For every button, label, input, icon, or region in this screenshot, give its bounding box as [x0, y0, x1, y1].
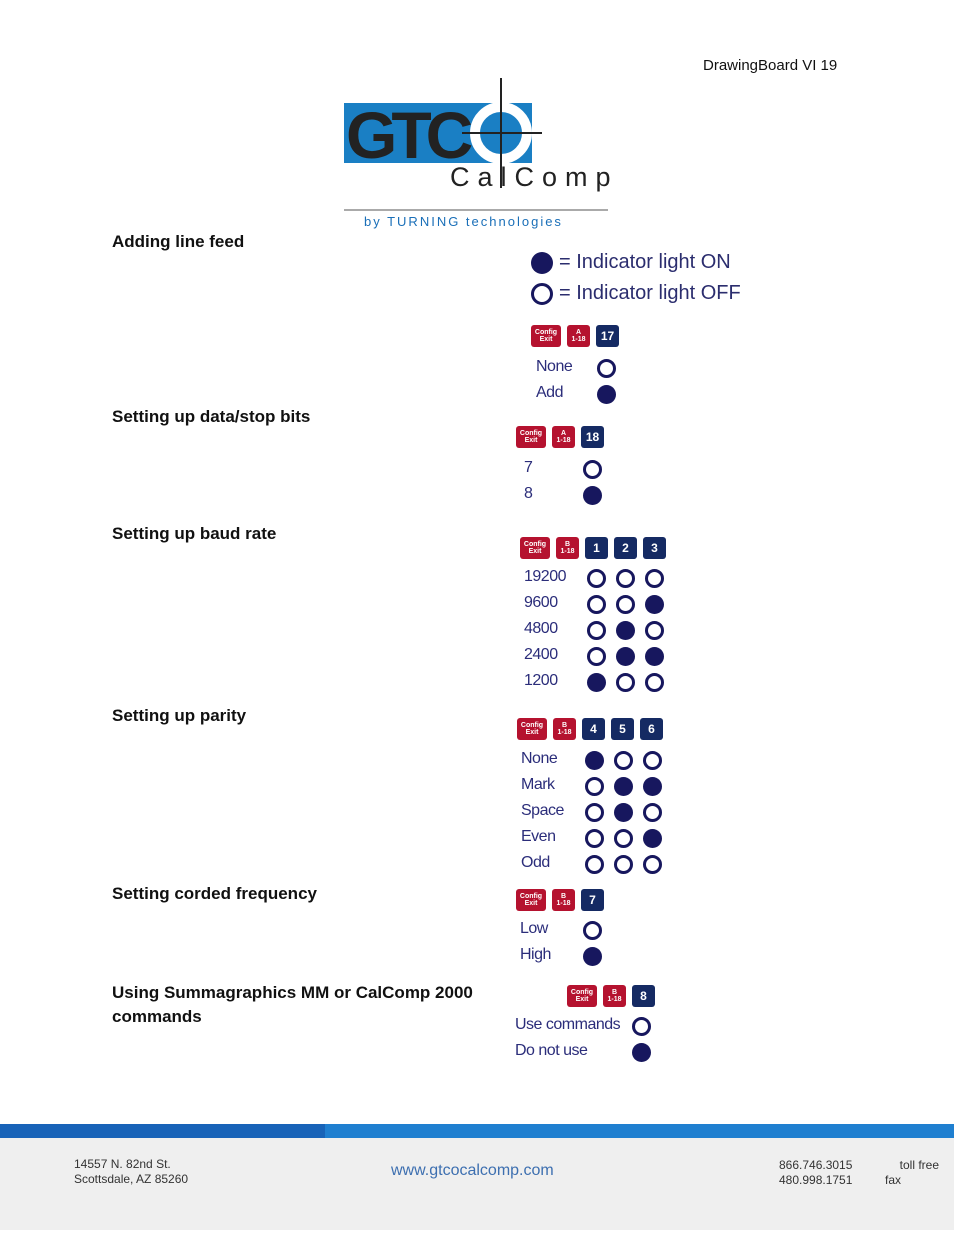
exit-key-label: Exit: [539, 336, 553, 343]
indicator-off-icon: [616, 569, 635, 588]
config-exit-key: [516, 426, 546, 448]
switch-number-key: 18: [581, 426, 604, 448]
option-label: None: [521, 750, 558, 767]
indicator-off-icon: [587, 621, 606, 640]
switch-number-key: 5: [611, 718, 634, 740]
indicator-on-icon: [583, 486, 602, 505]
footer-address: [74, 1157, 188, 1187]
exit-key-label: Exit: [524, 437, 538, 444]
option-label: Odd: [521, 854, 550, 871]
switch-number-key: 7: [581, 889, 604, 911]
indicator-off-icon: [643, 855, 662, 874]
option-label: Add: [536, 384, 563, 401]
indicator-on-icon: [587, 673, 606, 692]
option-label: 19200: [524, 568, 566, 585]
baud-key-sequence: [520, 537, 666, 559]
heading-commands-line2: commands: [112, 1007, 202, 1026]
switch-bank-range: 1-18: [607, 996, 622, 1003]
footer-address-line2: Scottsdale, AZ 85260: [74, 1172, 189, 1186]
parity-key-sequence: [517, 718, 663, 740]
option-label: Do not use: [515, 1042, 588, 1059]
heading-line-feed: Adding line feed: [112, 232, 245, 251]
switch-number-key: 8: [632, 985, 655, 1007]
legend-off: [531, 282, 741, 305]
indicator-off-icon: [616, 595, 635, 614]
indicator-on-icon: [614, 803, 633, 822]
switch-bank-range: 1-18: [571, 336, 586, 343]
indicator-off-icon: [614, 751, 633, 770]
switch-number-key: 4: [582, 718, 605, 740]
switch-number-key: 1: [585, 537, 608, 559]
config-key-label: Config: [523, 541, 547, 548]
option-label: None: [536, 358, 573, 375]
exit-key-label: Exit: [524, 900, 538, 907]
option-label: 7: [524, 459, 533, 476]
switch-bank-range: 1-18: [556, 900, 571, 907]
config-exit-key: [567, 985, 597, 1007]
indicator-off-icon: [583, 460, 602, 479]
footer-address-line1: 14557 N. 82nd St.: [74, 1157, 171, 1171]
indicator-off-icon: [645, 673, 664, 692]
footer-phone-fax: 480.998.1751: [779, 1173, 853, 1187]
indicator-on-icon: [597, 385, 616, 404]
indicator-on-icon: [583, 947, 602, 966]
switch-bank-label: A: [575, 329, 582, 336]
data_bits-key-sequence: [516, 426, 604, 448]
switch-bank-label: B: [561, 722, 568, 729]
option-label: Space: [521, 802, 564, 819]
switch-bank-range: 1-18: [556, 437, 571, 444]
option-label: 9600: [524, 594, 558, 611]
indicator-off-icon: [585, 855, 604, 874]
switch-bank-key: [603, 985, 626, 1007]
indicator-off-icon: [614, 829, 633, 848]
option-label: Even: [521, 828, 556, 845]
indicator-off-icon: [645, 569, 664, 588]
config-key-label: Config: [519, 893, 543, 900]
svg-text:GTC: GTC: [346, 98, 468, 172]
config-key-label: Config: [519, 430, 543, 437]
indicator-off-icon: [583, 921, 602, 940]
switch-bank-label: B: [564, 541, 571, 548]
config-key-label: Config: [520, 722, 544, 729]
indicator-on-icon: [616, 621, 635, 640]
indicator-off-icon: [531, 283, 553, 305]
line_feed-key-sequence: [531, 325, 619, 347]
heading-data-bits: Setting up data/stop bits: [112, 407, 311, 426]
switch-bank-key: [552, 426, 575, 448]
config-exit-key: [520, 537, 550, 559]
footer-phone-fax-label: fax: [884, 1173, 901, 1187]
footer-phone-tollfree: 866.746.3015: [779, 1158, 853, 1172]
indicator-on-icon: [585, 751, 604, 770]
heading-parity: Setting up parity: [112, 706, 247, 725]
config-exit-key: [517, 718, 547, 740]
logo-calcomp-text: CalComp: [450, 162, 619, 192]
heading-commands-line1: Using Summagraphics MM or CalComp 2000: [112, 983, 473, 1002]
indicator-off-icon: [585, 777, 604, 796]
indicator-on-icon: [645, 595, 664, 614]
footer-phones: [779, 1158, 939, 1188]
indicator-off-icon: [587, 569, 606, 588]
indicator-on-icon: [632, 1043, 651, 1062]
indicator-off-icon: [616, 673, 635, 692]
switch-bank-range: 1-18: [560, 548, 575, 555]
footer-bar-light: [325, 1124, 954, 1138]
indicator-off-icon: [585, 803, 604, 822]
exit-key-label: Exit: [525, 729, 539, 736]
logo-tagline: by TURNING technologies: [364, 214, 563, 229]
footer-url-link[interactable]: www.gtcocalcomp.com: [391, 1162, 554, 1179]
indicator-off-icon: [632, 1017, 651, 1036]
switch-bank-label: A: [560, 430, 567, 437]
exit-key-label: Exit: [575, 996, 589, 1003]
switch-bank-range: 1-18: [557, 729, 572, 736]
switch-bank-key: [553, 718, 576, 740]
switch-number-key: 17: [596, 325, 619, 347]
indicator-on-icon: [614, 777, 633, 796]
indicator-on-icon: [643, 829, 662, 848]
switch-bank-label: B: [611, 989, 618, 996]
legend-off-label: = Indicator light OFF: [559, 282, 741, 304]
option-label: Use commands: [515, 1016, 621, 1033]
indicator-off-icon: [585, 829, 604, 848]
logo-graphic: [344, 78, 614, 233]
gtco-calcomp-logo: [344, 78, 619, 233]
legend-on-label: = Indicator light ON: [559, 251, 731, 273]
config-exit-key: [531, 325, 561, 347]
heading-frequency: Setting corded frequency: [112, 884, 317, 903]
switch-number-key: 6: [640, 718, 663, 740]
indicator-off-icon: [597, 359, 616, 378]
option-label: Low: [520, 920, 548, 937]
page-header-title: DrawingBoard VI 19: [703, 57, 838, 74]
indicator-on-icon: [616, 647, 635, 666]
option-label: 2400: [524, 646, 558, 663]
option-label: 8: [524, 485, 533, 502]
indicator-on-icon: [531, 252, 553, 274]
config-key-label: Config: [570, 989, 594, 996]
frequency-key-sequence: [516, 889, 604, 911]
config-key-label: Config: [534, 329, 558, 336]
commands-key-sequence: [567, 985, 655, 1007]
footer-phone-tollfree-label: toll free: [899, 1158, 939, 1172]
indicator-on-icon: [643, 777, 662, 796]
exit-key-label: Exit: [528, 548, 542, 555]
switch-bank-label: B: [560, 893, 567, 900]
switch-bank-key: [567, 325, 590, 347]
option-label: 1200: [524, 672, 558, 689]
indicator-off-icon: [643, 803, 662, 822]
legend-on: [531, 251, 731, 274]
heading-commands: [112, 981, 473, 1029]
heading-baud-rate: Setting up baud rate: [112, 524, 277, 543]
indicator-off-icon: [587, 595, 606, 614]
switch-number-key: 3: [643, 537, 666, 559]
config-exit-key: [516, 889, 546, 911]
switch-bank-key: [552, 889, 575, 911]
option-label: 4800: [524, 620, 558, 637]
indicator-off-icon: [587, 647, 606, 666]
option-label: High: [520, 946, 551, 963]
switch-number-key: 2: [614, 537, 637, 559]
indicator-on-icon: [645, 647, 664, 666]
footer-bar-dark: [0, 1124, 325, 1138]
indicator-off-icon: [643, 751, 662, 770]
option-label: Mark: [521, 776, 555, 793]
switch-bank-key: [556, 537, 579, 559]
indicator-off-icon: [645, 621, 664, 640]
indicator-off-icon: [614, 855, 633, 874]
